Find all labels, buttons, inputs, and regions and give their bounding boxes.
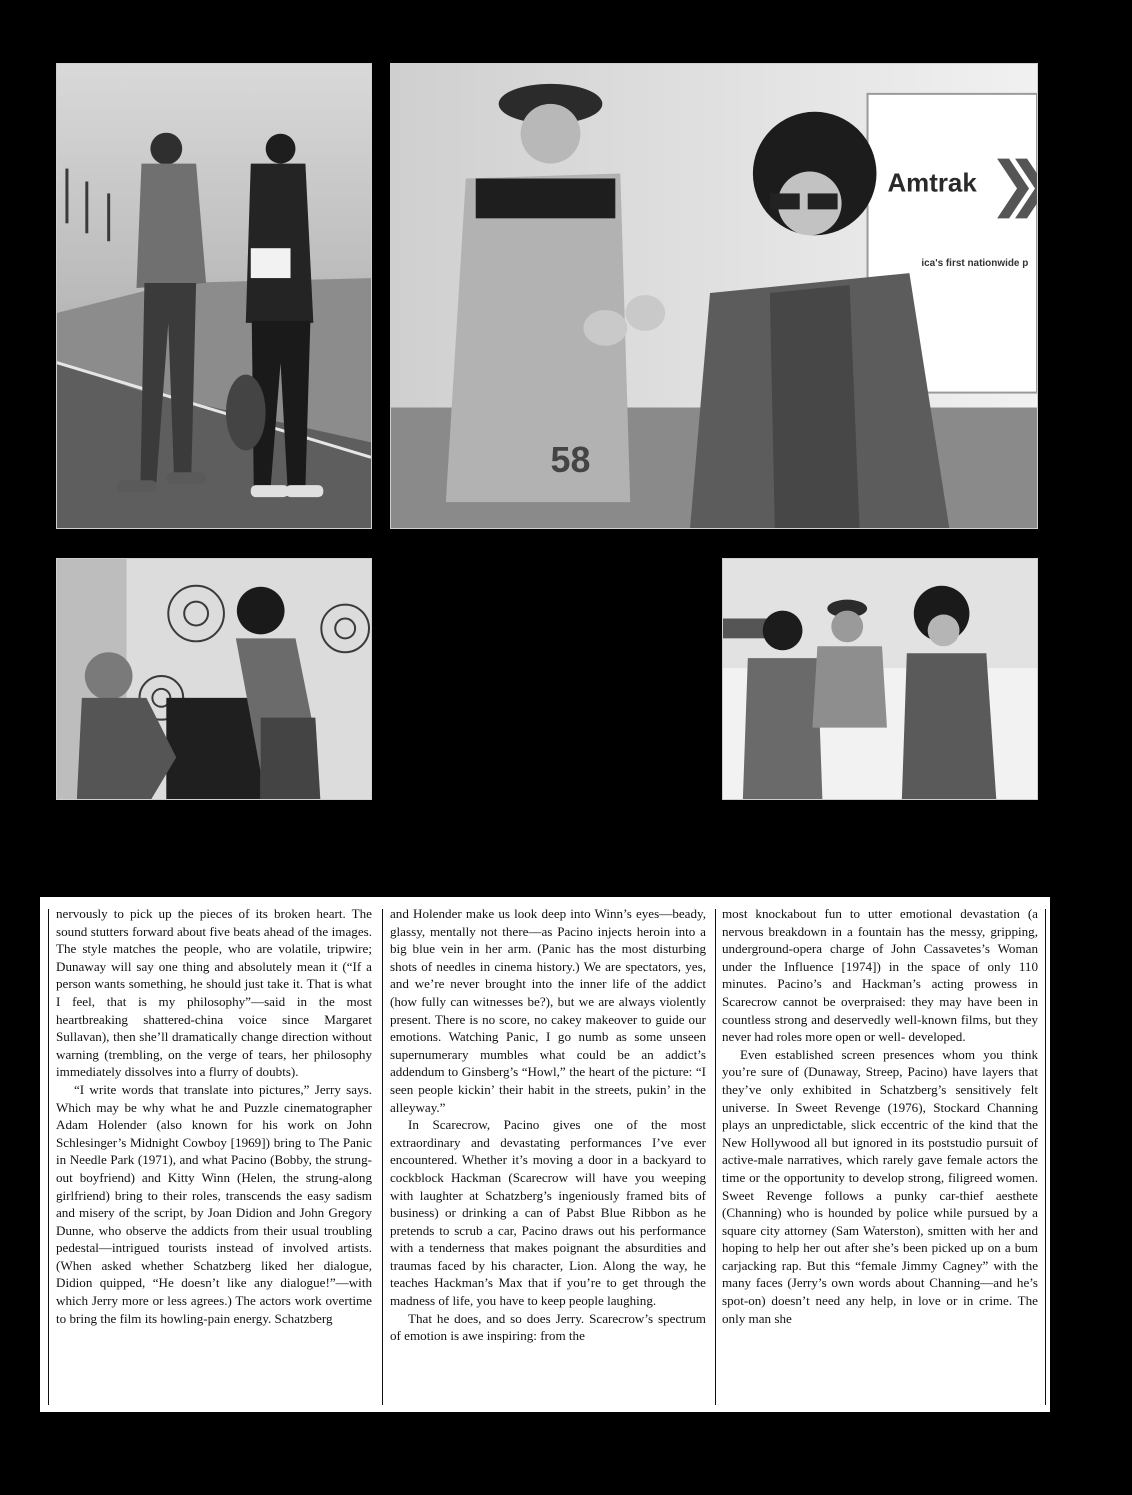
three-men-photo-image — [723, 559, 1037, 799]
photo-men-by-amtrak-sign — [390, 63, 1038, 529]
photo-couple-by-flower-wall — [56, 558, 372, 800]
photo-three-men-at-wall — [722, 558, 1038, 800]
article-column-3 — [722, 905, 1038, 1327]
column-rule — [48, 909, 49, 1405]
paragraph: nervously to pick up the pieces of its broken heart. The sound stutters forward about five beats ahead of the images. The style matches the people, who are volatile, tripwire; Dunaway will say one thing and absolutely mean it (“If a person wants something, he should just take it. That is what I feel, that is my philosophy”—said in the most heartbreaking shattered-china voice since Margaret Sullavan), then she’ll dramatically change direction without warning (trembling, on the verge of tears, her philosophy immediately dissolves into a flurry of doubts). — [56, 906, 372, 1080]
amtrak-photo-image — [391, 64, 1037, 528]
amtrak-sign-tagline: ica's first nationwide p — [921, 258, 1029, 270]
article-column-2 — [390, 905, 706, 1345]
road-photo-image — [57, 64, 371, 528]
amtrak-sign-brand: Amtrak — [887, 169, 977, 198]
article-text-panel — [40, 897, 1050, 1412]
column-rule — [715, 909, 716, 1405]
column-rule — [382, 909, 383, 1405]
paragraph: and Holender make us look deep into Winn’s eyes—beady, glassy, mentally not there—as Pacino injects heroin into a big blue vein in her arm. (Panic has the most disturbing shots of needles in cinema history.) We are spectators, yes, and we’re never brought into the inner life of the addict (how fully can witnesses be?), but we are always violently present. There is no score, no cakey makeover to guide our emotions. Watching Panic, I go numb as some unseen supernumerary mumbles what could be an addict’s addendum to Ginsberg’s “Howl,” the heart of the picture: “I seen people kickin’ their habit in the streets, pukin’ in the alleyway.” — [390, 906, 706, 1115]
paragraph: In Scarecrow, Pacino gives one of the most extraordinary and devastating performances I’ve ever encountered. Whether it’s moving a door in a backyard to cockblock Hackman (Scarecrow will have you weeping with laughter at Schatzberg’s ingeniously framed bits of business) or drinking a can of Pabst Blue Ribbon as he pretends to scrub a car, Pacino draws out his performance with a tenderness that makes poignant the absurdities and traumas faced by his character, Lion. Along the way, he teaches Hackman’s Max that if you’re to get through the madness of life, you have to keep people laughing. — [390, 1117, 706, 1309]
paragraph: most knockabout fun to utter emotional devastation (a nervous breakdown in a fountain has the messy, gripping, underground-opera charge of John Cassavetes’s Woman under the Influence [1974]) in the space of only 110 minutes. Pacino’s and Hackman’s acting prowess in Scarecrow cannot be overpraised: they may have been in countless strong and deservedly well-known films, but they never had roles more open or well- developed. — [722, 906, 1038, 1045]
article-column-1 — [56, 905, 372, 1327]
photo-two-men-on-road — [56, 63, 372, 529]
paragraph: That he does, and so does Jerry. Scarecrow’s spectrum of emotion is awe inspiring: from the — [390, 1310, 706, 1344]
jersey-number: 58 — [550, 440, 591, 481]
column-rule — [1045, 909, 1046, 1405]
paragraph: “I write words that translate into pictures,” Jerry says. Which may be why what he and Puzzle cinematographer Adam Holender (also known for his work on John Schlesinger’s Midnight Cowboy [1969]) bring to The Panic in Needle Park (1971), and what Pacino (Bobby, the strung-out boyfriend) and Kitty Winn (Helen, the strung-along girlfriend) bring to their roles, transcends the easy sadism and misery of the script, by Joan Didion and John Gregory Dunne, who observe the addicts from their usual troubling pedestal—intrigued tourists instead of involved artists. (When asked whether Schatzberg liked her dialogue, Didion quipped, “He doesn’t like any dialogue!”—with which Jerry more or less agrees.) The actors work overtime to bring the film its howling-pain energy. Schatzberg — [56, 1081, 372, 1326]
porch-photo-image — [57, 559, 371, 799]
paragraph: Even established screen presences whom you think you’re sure of (Dunaway, Streep, Pacino) have layers that they’ve only exhibited in Schatzberg’s sensitively felt universe. In Sweet Revenge (1976), Stockard Channing plays an unpredictable, slick eccentric of the kind that the New Hollywood all but ignored in its poststudio pursuit of active-male narratives, which rarely gave female actors the time or the opportunity to develop strong, filigreed women. Sweet Revenge follows a punky car-thief aesthete (Channing) who is hounded by police while pursued by a square city attorney (Sam Waterston), smitten with her and hoping to help her out after she’s been picked up on a bum carjacking rap. But this “female Jimmy Cagney” with the many faces (Jerry’s own words about Channing—and he’s spot-on) doesn’t need any help, in love or in crime. The only man she — [722, 1046, 1038, 1326]
